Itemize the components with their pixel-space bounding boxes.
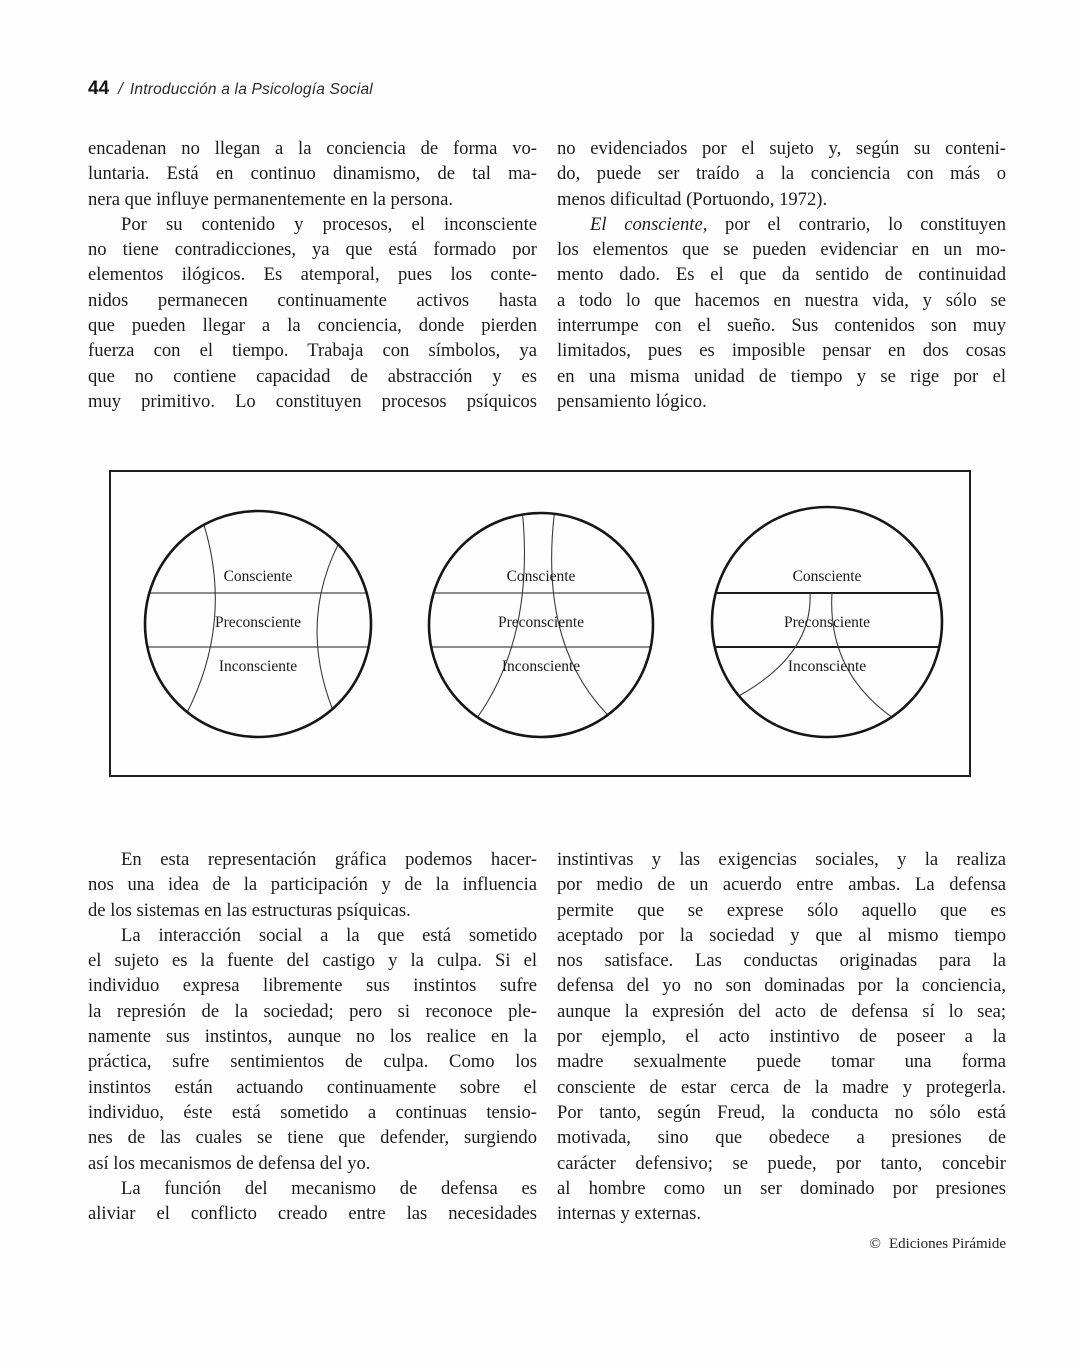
structure-arc <box>317 530 346 720</box>
text-line: interrumpe con el sueño. Sus contenidos son muy <box>557 315 1006 337</box>
text-line: en una misma unidad de tiempo y se rige por el <box>557 365 1006 387</box>
freud-consciousness-diagram <box>109 470 971 777</box>
text-line: nidos permanecen continuamente activos hasta <box>88 289 537 311</box>
page-number: 44 <box>88 78 110 99</box>
text-line: permite que se exprese sólo aquello que es <box>557 899 1006 921</box>
text-line: a todo lo que hacemos en nuestra vida, y sólo se <box>557 289 1006 311</box>
text-line: encadenan no llegan a la conciencia de forma vo- <box>88 138 537 159</box>
circle-label-inconsciente: Inconsciente <box>501 658 581 675</box>
circle-label-preconsciente: Preconsciente <box>214 614 302 631</box>
text-line: aliviar el conflicto creado entre las necesidades <box>88 1203 537 1225</box>
text-line: menos dificultad (Portuondo, 1972). <box>557 188 828 210</box>
text-line: Por su contenido y procesos, el inconsciente <box>121 213 537 235</box>
circle-label-preconsciente: Preconsciente <box>783 614 871 631</box>
text-line: consciente de estar cerca de la madre y protegerla. <box>557 1076 1006 1098</box>
text-line: madre sexualmente puede tomar una forma <box>557 1051 1006 1073</box>
text-line: defensa del yo no son dominadas por la conciencia, <box>557 975 1006 997</box>
circle-label-consciente: Consciente <box>792 568 862 585</box>
text-line: nos una idea de la participación y de la influencia <box>88 874 537 896</box>
text-line: internas y externas. <box>557 1203 702 1225</box>
text-line: Por tanto, según Freud, la conducta no sólo está <box>557 1101 1006 1123</box>
imprint-text: Ediciones Pirámide <box>888 1236 1006 1252</box>
text-line: de los sistemas en las estructuras psíquicas. <box>88 899 411 921</box>
text-line: instintivas y las exigencias sociales, y la realiza <box>557 849 1006 870</box>
text-line: La función del mecanismo de defensa es <box>121 1177 537 1199</box>
text-line: La interacción social a la que está sometido <box>121 924 537 946</box>
circle-label-preconsciente: Preconsciente <box>497 614 585 631</box>
circle-label-inconsciente: Inconsciente <box>787 658 867 675</box>
text-line: carácter defensivo; se puede, por tanto, concebir <box>557 1152 1006 1174</box>
text-line: práctica, sufre sentimientos de culpa. Como los <box>88 1051 537 1073</box>
text-line: que no contiene capacidad de abstracción y es <box>88 365 537 387</box>
copyright-icon: © <box>869 1236 881 1252</box>
text-line: do, puede ser traído a la conciencia con más o <box>557 163 1006 185</box>
header-separator: / <box>118 79 123 98</box>
text-line: no evidenciados por el sujeto y, según su conteni- <box>557 138 1006 159</box>
circle-label-inconsciente: Inconsciente <box>218 658 298 675</box>
running-header <box>88 78 988 100</box>
lower-left-column <box>88 847 537 1226</box>
text-line: El consciente, por el contrario, lo constituyen <box>590 213 1006 235</box>
text-line: motivada, sino que obedece a presiones de <box>557 1127 1006 1149</box>
text-line: aceptado por la sociedad y que al mismo tiempo <box>557 924 1006 946</box>
text-line: que pueden llegar a la conciencia, donde pierden <box>88 315 537 337</box>
structure-arc <box>181 510 215 724</box>
upper-left-column <box>88 136 537 414</box>
text-line: En esta representación gráfica podemos hacer- <box>121 849 537 870</box>
text-line: los elementos que se pueden evidenciar en un mo- <box>557 239 1006 261</box>
text-line: no tiene contradicciones, ya que está formado por <box>88 239 537 261</box>
text-line: luntaria. Está en continuo dinamismo, de tal ma- <box>88 163 537 185</box>
text-line: nos satisface. Las conductas originadas para la <box>557 950 1006 972</box>
upper-right-column <box>557 136 1006 414</box>
freud-circles-svg <box>111 472 969 775</box>
running-title: Introducción a la Psicología Social <box>129 81 373 98</box>
text-line: nera que influye permanentemente en la persona. <box>88 188 453 210</box>
imprint-footer <box>557 1236 1006 1253</box>
text-line: individuo expresa libremente sus instintos sufre <box>88 975 537 997</box>
text-line: instintos están actuando continuamente sobre el <box>88 1076 537 1098</box>
text-line: por medio de un acuerdo entre ambas. La defensa <box>557 874 1006 896</box>
text-line: así los mecanismos de defensa del yo. <box>88 1152 371 1174</box>
text-line: nes de las cuales se tiene que defender, surgiendo <box>88 1127 537 1149</box>
text-line: la represión de la sociedad; pero si reconoce ple- <box>88 1000 537 1022</box>
text-line: al hombre como un ser dominado por presiones <box>557 1177 1006 1199</box>
text-line: pensamiento lógico. <box>557 390 707 412</box>
text-line: aunque la expresión del acto de defensa sí lo sea; <box>557 1000 1006 1022</box>
text-line: elementos ilógicos. Es atemporal, pues los conte- <box>88 264 537 286</box>
lower-right-column <box>557 847 1006 1226</box>
text-line: por ejemplo, el acto instintivo de poseer a la <box>557 1026 1006 1048</box>
text-line: el sujeto es la fuente del castigo y la culpa. Si el <box>88 950 537 972</box>
circle-label-consciente: Consciente <box>223 568 293 585</box>
text-line: muy primitivo. Lo constituyen procesos psíquicos <box>88 390 537 412</box>
text-line: fuerza con el tiempo. Trabaja con símbolos, ya <box>88 340 537 362</box>
text-line: mento dado. Es el que da sentido de continuidad <box>557 264 1006 286</box>
italic-lead: El consciente, <box>590 213 708 235</box>
text-line: namente sus instintos, aunque no los realice en la <box>88 1026 537 1048</box>
text-line: individuo, éste está sometido a continuas tensio- <box>88 1101 537 1123</box>
circle-label-consciente: Consciente <box>506 568 576 585</box>
text-line: limitados, pues es imposible pensar en dos cosas <box>557 340 1006 362</box>
